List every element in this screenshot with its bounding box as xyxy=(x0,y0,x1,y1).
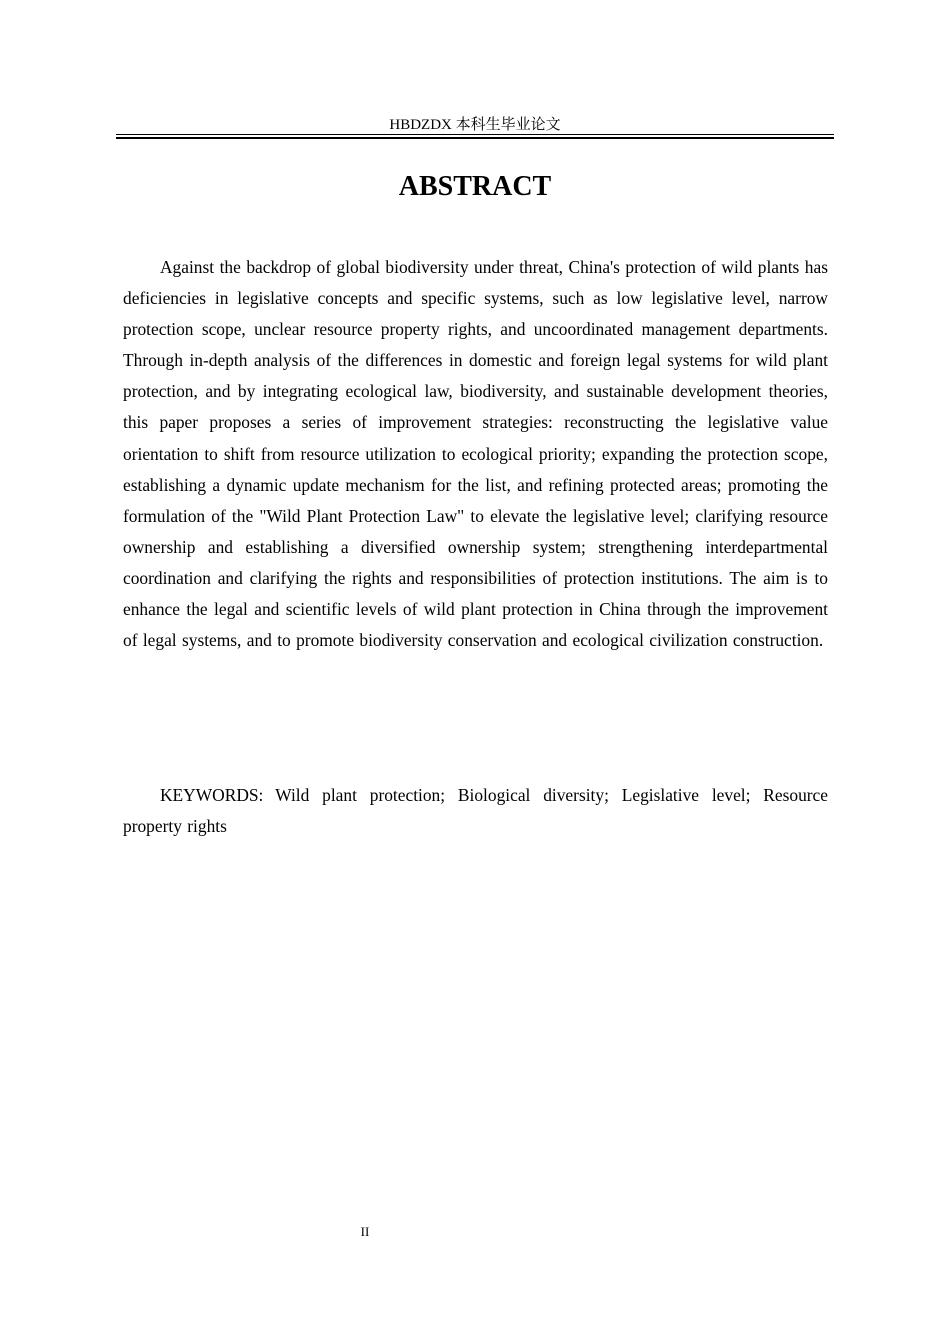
header-rule-thin xyxy=(116,134,834,135)
keywords-paragraph xyxy=(123,780,828,842)
header-double-rule xyxy=(116,134,834,140)
page-number: II xyxy=(360,1224,370,1239)
abstract-paragraph: Against the backdrop of global biodiversity under threat, China's protection of wild plants has deficiencies in legislative concepts and specific systems, such as low legislative level, narrow protection scope, unclear resource property rights, and uncoordinated management departments. Through in-depth analysis of the differences in domestic and foreign legal systems for wild plant protection, and by integrating ecological law, biodiversity, and sustainable development theories, this paper proposes a series of improvement strategies: reconstructing the legislative value orientation to shift from resource utilization to ecological priority; expanding the protection scope, establishing a dynamic update mechanism for the list, and refining protected areas; promoting the formulation of the "Wild Plant Protection Law" to elevate the legislative level; clarifying resource ownership and establishing a diversified ownership system; strengthening interdepartmental coordination and clarifying the rights and responsibilities of protection institutions. The aim is to enhance the legal and scientific levels of wild plant protection in China through the improvement of legal systems, and to promote biodiversity conservation and ecological civilization construction. xyxy=(123,257,828,651)
abstract-heading: ABSTRACT xyxy=(398,171,552,202)
keywords-label: KEYWORDS: xyxy=(160,785,264,805)
running-header: HBDZDX 本科生毕业论文 xyxy=(389,117,561,133)
keywords-list: Wild plant protection; Biological diversity; Legislative level; Resource property rights xyxy=(123,785,828,837)
header-rule-thick xyxy=(116,137,834,139)
